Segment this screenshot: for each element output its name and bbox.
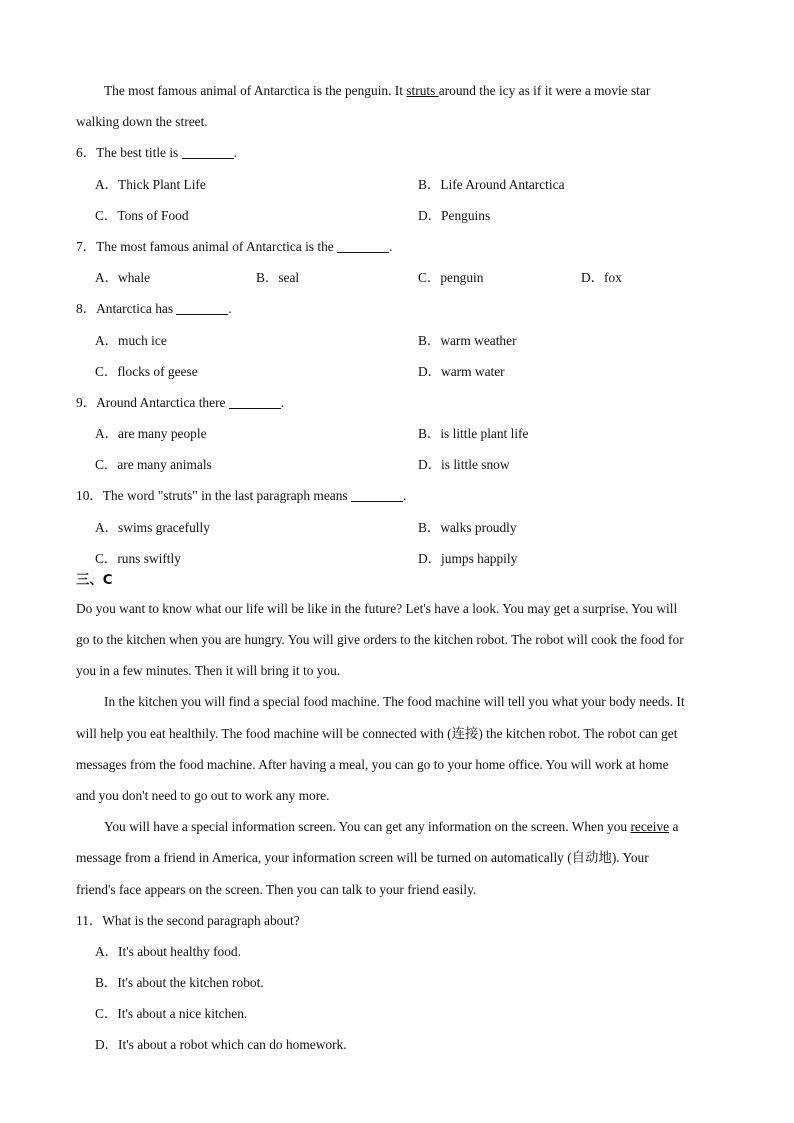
option-c: C．penguin <box>418 270 484 286</box>
option-c: C．flocks of geese <box>95 363 198 379</box>
question-stem: 8．Antarctica has <box>76 301 177 317</box>
option-c: C．Tons of Food <box>95 207 189 223</box>
question-7 <box>76 234 748 265</box>
option-a: A．swims gracefully <box>95 519 210 535</box>
option-row <box>76 172 748 203</box>
passage-line: go to the kitchen when you are hungry. You will give orders to the kitchen robot. The robot will cook the food for <box>76 632 684 647</box>
option-a: A．It's about healthy food. <box>95 943 241 959</box>
passage-text: a <box>669 819 679 835</box>
section-heading: 三、C <box>76 572 113 588</box>
passage-line: Do you want to know what our life will be like in the future? Let's have a look. You may get a surprise. You will <box>76 600 678 616</box>
option-b: B．is little plant life <box>418 426 529 442</box>
intro-line-2: walking down the street. <box>76 114 208 130</box>
option-a: A．much ice <box>95 332 167 348</box>
option-d: D．is little snow <box>418 457 510 473</box>
option-d: D．Penguins <box>418 207 491 223</box>
answer-blank <box>351 487 403 502</box>
option-b: B．walks proudly <box>418 519 517 535</box>
answer-blank <box>229 394 281 409</box>
option-row <box>76 452 748 483</box>
question-10 <box>76 483 748 514</box>
answer-blank <box>337 238 389 253</box>
question-stem: 7．The most famous animal of Antarctica is the <box>76 238 338 254</box>
option-c: C．It's about a nice kitchen. <box>95 1006 248 1022</box>
option-b: B．It's about the kitchen robot. <box>95 975 264 991</box>
question-end: . <box>228 301 232 317</box>
passage-line: you in a few minutes. Then it will bring it to you. <box>76 663 341 679</box>
passage-line: message from a friend in America, your information screen will be turned on automatically (自动地). Your <box>76 850 649 866</box>
question-stem: 6．The best title is <box>76 145 182 161</box>
option-row <box>76 203 748 234</box>
passage-line: In the kitchen you will find a special food machine. The food machine will tell you what your body needs. It <box>104 694 685 710</box>
question-11: 11．What is the second paragraph about? <box>76 912 300 928</box>
passage-line: will help you eat healthily. The food machine will be connected with (连接) the kitchen robot. The robot can get <box>76 725 678 741</box>
option-row <box>76 359 748 390</box>
intro-line-1 <box>76 78 748 109</box>
underlined-word-receive: receive <box>630 819 670 835</box>
question-end: . <box>402 488 407 504</box>
question-stem: 9．Around Antarctica there <box>76 394 229 410</box>
underlined-word-struts: struts <box>406 83 439 98</box>
intro-text: The most famous animal of Antarctica is the penguin. It <box>104 83 407 98</box>
option-c: C．runs swiftly <box>95 550 181 566</box>
answer-blank <box>176 300 228 315</box>
question-end: . <box>280 394 285 410</box>
option-b: B．warm weather <box>418 332 517 348</box>
passage-text: You will have a special information screen. You can get any information on the screen. When you <box>104 819 631 835</box>
passage-line: and you don't need to go out to work any more. <box>76 787 330 803</box>
question-end: . <box>389 238 393 254</box>
answer-blank <box>182 144 234 159</box>
question-stem: 10．The word "struts" in the last paragraph means <box>76 488 351 504</box>
passage-line <box>76 814 748 845</box>
option-d: D．It's about a robot which can do homework. <box>95 1037 347 1053</box>
question-9 <box>76 390 748 421</box>
option-b: B．Life Around Antarctica <box>418 176 565 192</box>
question-end: . <box>233 145 237 161</box>
option-row <box>76 265 748 296</box>
option-d: D．jumps happily <box>418 550 518 566</box>
intro-text: around the icy as if it were a movie star <box>438 83 651 98</box>
option-a: A．whale <box>95 270 151 286</box>
question-6 <box>76 140 748 171</box>
option-a: A．are many people <box>95 426 207 442</box>
option-row <box>76 515 748 546</box>
option-row <box>76 328 748 359</box>
option-d: D．warm water <box>418 363 505 379</box>
option-d: D．fox <box>581 270 622 286</box>
option-row <box>76 421 748 452</box>
option-c: C．are many animals <box>95 457 212 473</box>
passage-line: messages from the food machine. After having a meal, you can go to your home office. You will work at home <box>76 756 669 772</box>
option-a: A．Thick Plant Life <box>95 176 206 192</box>
option-row <box>76 546 748 568</box>
question-8 <box>76 296 748 327</box>
passage-line: friend's face appears on the screen. Then you can talk to your friend easily. <box>76 881 477 897</box>
worksheet-page <box>76 78 748 1064</box>
option-b: B．seal <box>256 270 300 286</box>
